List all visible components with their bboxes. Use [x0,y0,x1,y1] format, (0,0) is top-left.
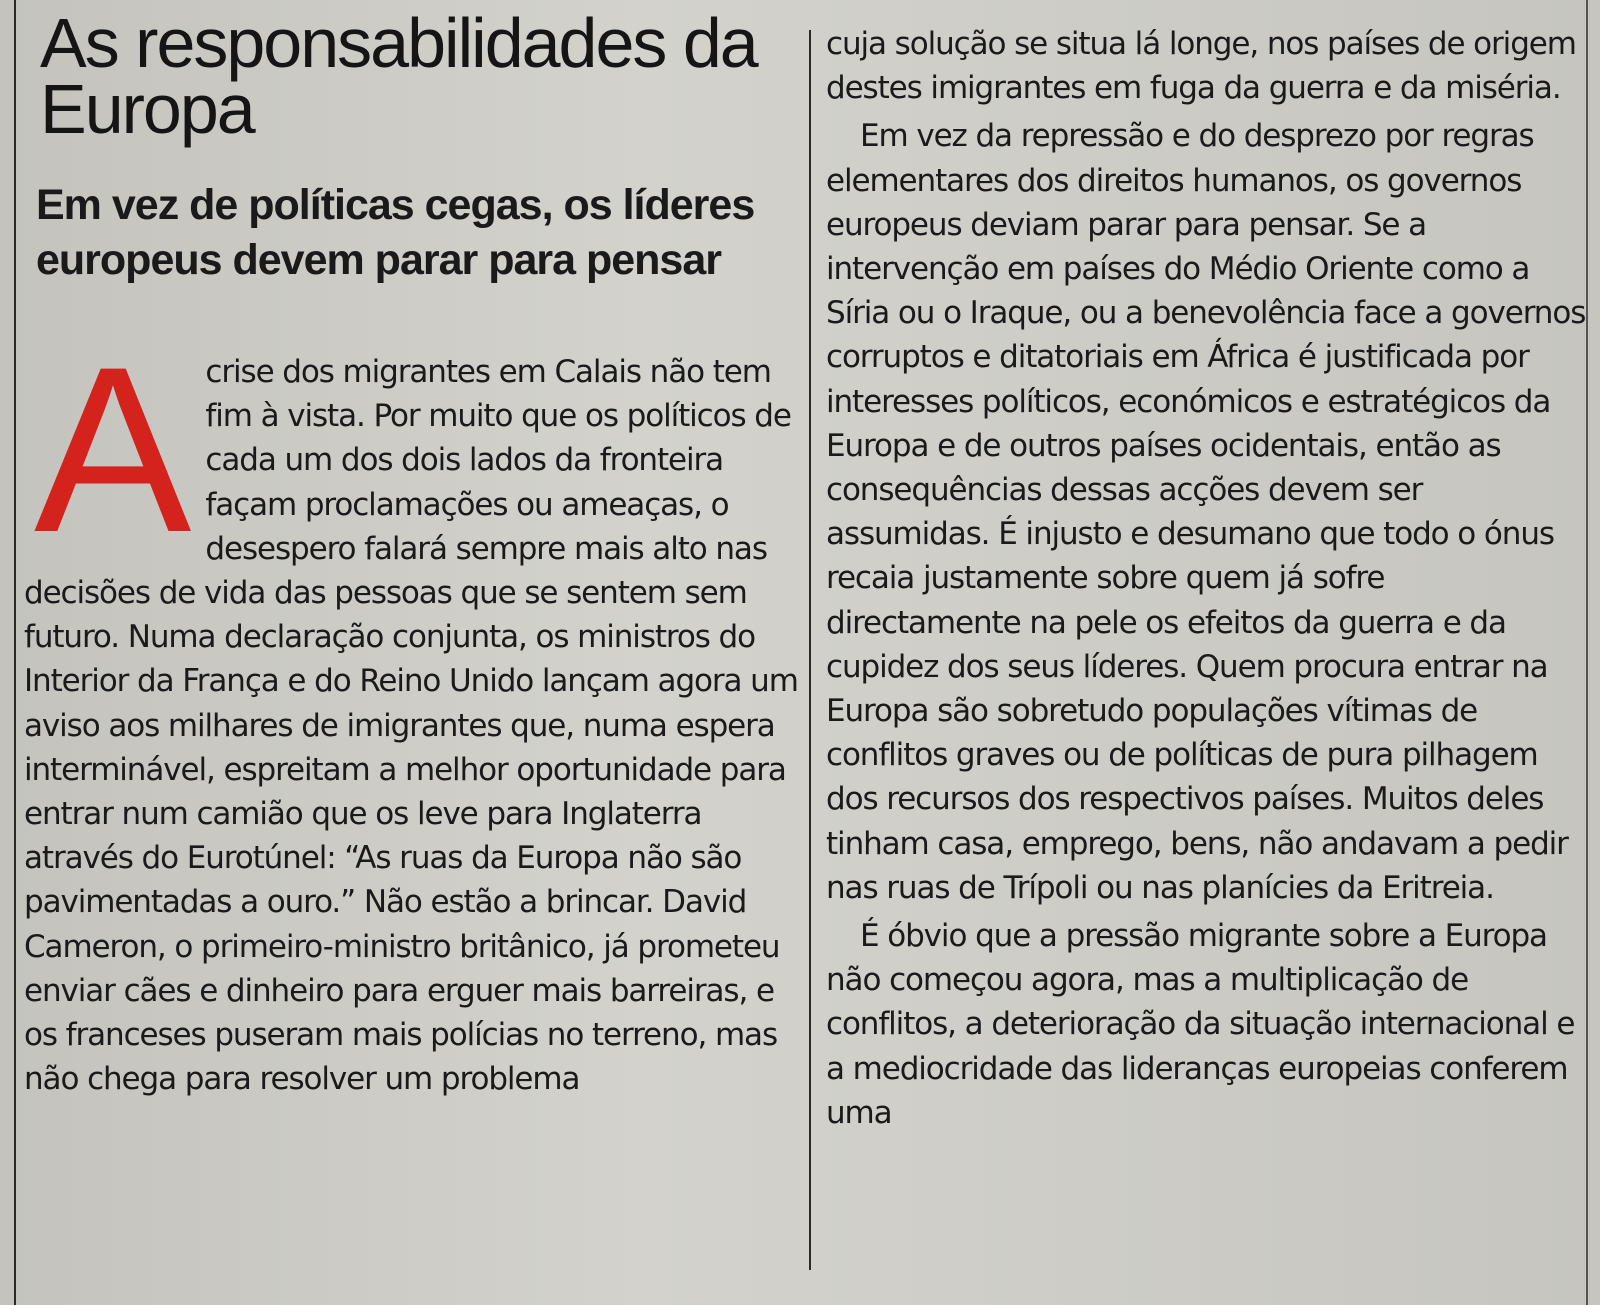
paragraph-3: É óbvio que a pressão migrante sobre a Europa não começou agora, mas a multiplicação de conflitos, a deterioração da situação internacional e a mediocridade das lideranças europeias conferem uma [826,918,1575,1131]
left-column-rule [14,0,16,1305]
paragraph-1: crise dos migrantes em Calais não tem fim à vista. Por muito que os políticos de cada um dos dois lados da fronteira façam proclamações ou ameaças, o desespero falará sempre mais alto nas decisões de vida das pessoas que se sentem sem futuro. Numa declaração conjunta, os ministros do Interior da França e do Reino Unido lançam agora um aviso aos milhares de imigrantes que, numa espera interminável, espreitam a melhor oportunidade para entrar num camião que os leve para Inglaterra através do Eurotúnel: “As ruas da Europa não são pavimentadas a ouro.” Não estão a brincar. David Cameron, o primeiro-ministro britânico, já prometeu enviar cães e dinheiro para erguer mais barreiras, e os franceses puseram mais polícias no terreno, mas não chega para resolver um problema [24,354,798,1098]
column-divider-rule [809,30,811,1270]
article-subheadline: Em vez de políticas cegas, os líderes europeus devem parar para pensar [36,181,755,284]
right-edge-rule [1586,0,1588,1305]
lead-paragraph [24,318,804,1101]
drop-cap: A [34,318,192,582]
paragraph-1-continued: cuja solução se situa lá longe, nos países de origem destes imigrantes em fuga da guerra e da miséria. [826,26,1576,107]
right-column [826,22,1586,1135]
paragraph-2: Em vez da repressão e do desprezo por regras elementares dos direitos humanos, os governos europeus deviam parar para pensar. Se a intervenção em países do Médio Oriente como a Síria ou o Iraque, ou a benevolência face a governos corruptos e ditatoriais em África é justificada por interesses políticos, económicos e estratégicos da Europa e de outros países ocidentais, então as consequências dessas acções devem ser assumidas. É injusto e desumano que todo o ónus recaia justamente sobre quem já sofre directamente na pele os efeitos da guerra e da cupidez dos seus líderes. Quem procura entrar na Europa são sobretudo populações vítimas de conflitos graves ou de políticas de pura pilhagem dos recursos dos respectivos países. Muitos deles tinham casa, emprego, bens, não andavam a pedir nas ruas de Trípoli ou nas planícies da Eritreia. [826,118,1586,906]
article-headline: As responsabilidades da Europa [40,4,757,148]
left-column [24,4,804,1101]
